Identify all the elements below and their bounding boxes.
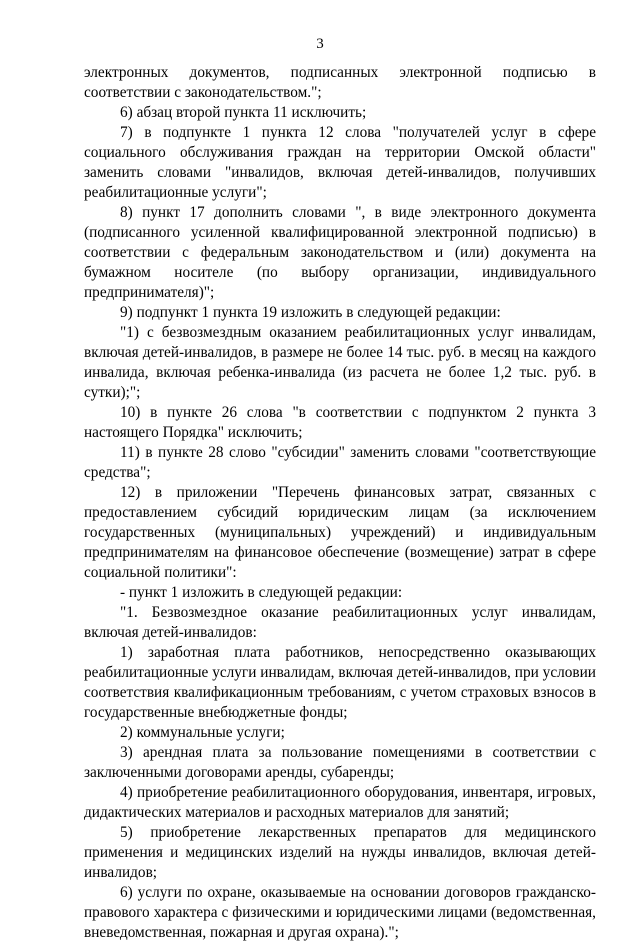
paragraph-item-10: 10) в пункте 26 слова "в соответствии с подпунктом 2 пункта 3 настоящего Порядка" исключить; — [84, 404, 596, 441]
paragraph-item-8: 8) пункт 17 дополнить словами ", в виде электронного документа (подписанного усиленной квалифицированной электронной подписью) в соответствии с федеральным законодательством и (или) документа на бумажном носителе (по выбору организации, индивидуального предпринимателя)"; — [84, 204, 596, 301]
paragraph-subitem-6: 6) услуги по охране, оказываемые на основании договоров гражданско-правового характера с физическими и юридическими лицами (ведомственная, вневедомственная, пожарная и другая охрана)."; — [84, 884, 596, 941]
paragraph-item-9: 9) подпункт 1 пункта 19 изложить в следующей редакции: — [120, 304, 501, 321]
paragraph-item-11: 11) в пункте 28 слово "субсидии" заменить словами "соответствующие средства"; — [84, 444, 596, 481]
paragraph-item-12: 12) в приложении "Перечень финансовых затрат, связанных с предоставлением субсидий юридическим лицам (за исключением государственных (муниципальных) учреждений) и индивидуальным предпринимателям на финансовое обеспечение (возмещение) затрат в сфере социальной политики": — [84, 484, 596, 581]
page-number: 3 — [316, 36, 324, 52]
paragraph-item-9-text: "1) с безвозмездным оказанием реабилитационных услуг инвалидам, включая детей-инвалидов, в размере не более 14 тыс. руб. в месяц на каждого инвалида, включая ребенка-инвалида (из расчета не более 1,2 тыс. руб. в сутки);"; — [84, 324, 596, 401]
paragraph-subitem-1: 1) заработная плата работников, непосредственно оказывающих реабилитационные услуги инвалидам, включая детей-инвалидов, при условии соответствия квалификационным требованиям, с учетом страховых взносов в государственные внебюджетные фонды; — [84, 644, 596, 721]
paragraph-subitem-5: 5) приобретение лекарственных препаратов для медицинского применения и медицинских изделий на нужды инвалидов, включая детей-инвалидов; — [84, 824, 596, 881]
paragraph-point-1-intro: - пункт 1 изложить в следующей редакции: — [120, 584, 403, 601]
paragraph-subitem-4: 4) приобретение реабилитационного оборудования, инвентаря, игровых, дидактических материалов и расходных материалов для занятий; — [84, 784, 596, 821]
paragraph-item-7: 7) в подпункте 1 пункта 12 слова "получателей услуг в сфере социального обслуживания граждан на территории Омской области" заменить словами "инвалидов, включая детей-инвалидов, получивших реабилитационные услуги"; — [84, 124, 596, 201]
paragraph-subitem-3: 3) арендная плата за пользование помещениями в соответствии с заключенными договорами аренды, субаренды; — [84, 744, 596, 781]
paragraph-subitem-2: 2) коммунальные услуги; — [120, 724, 285, 741]
document-body — [84, 63, 596, 943]
paragraph-item-6: 6) абзац второй пункта 11 исключить; — [120, 104, 367, 121]
paragraph-continuation: электронных документов, подписанных электронной подписью в соответствии с законодательством."; — [84, 64, 596, 101]
paragraph-point-1-title: "1. Безвозмездное оказание реабилитационных услуг инвалидам, включая детей-инвалидов: — [84, 604, 596, 641]
